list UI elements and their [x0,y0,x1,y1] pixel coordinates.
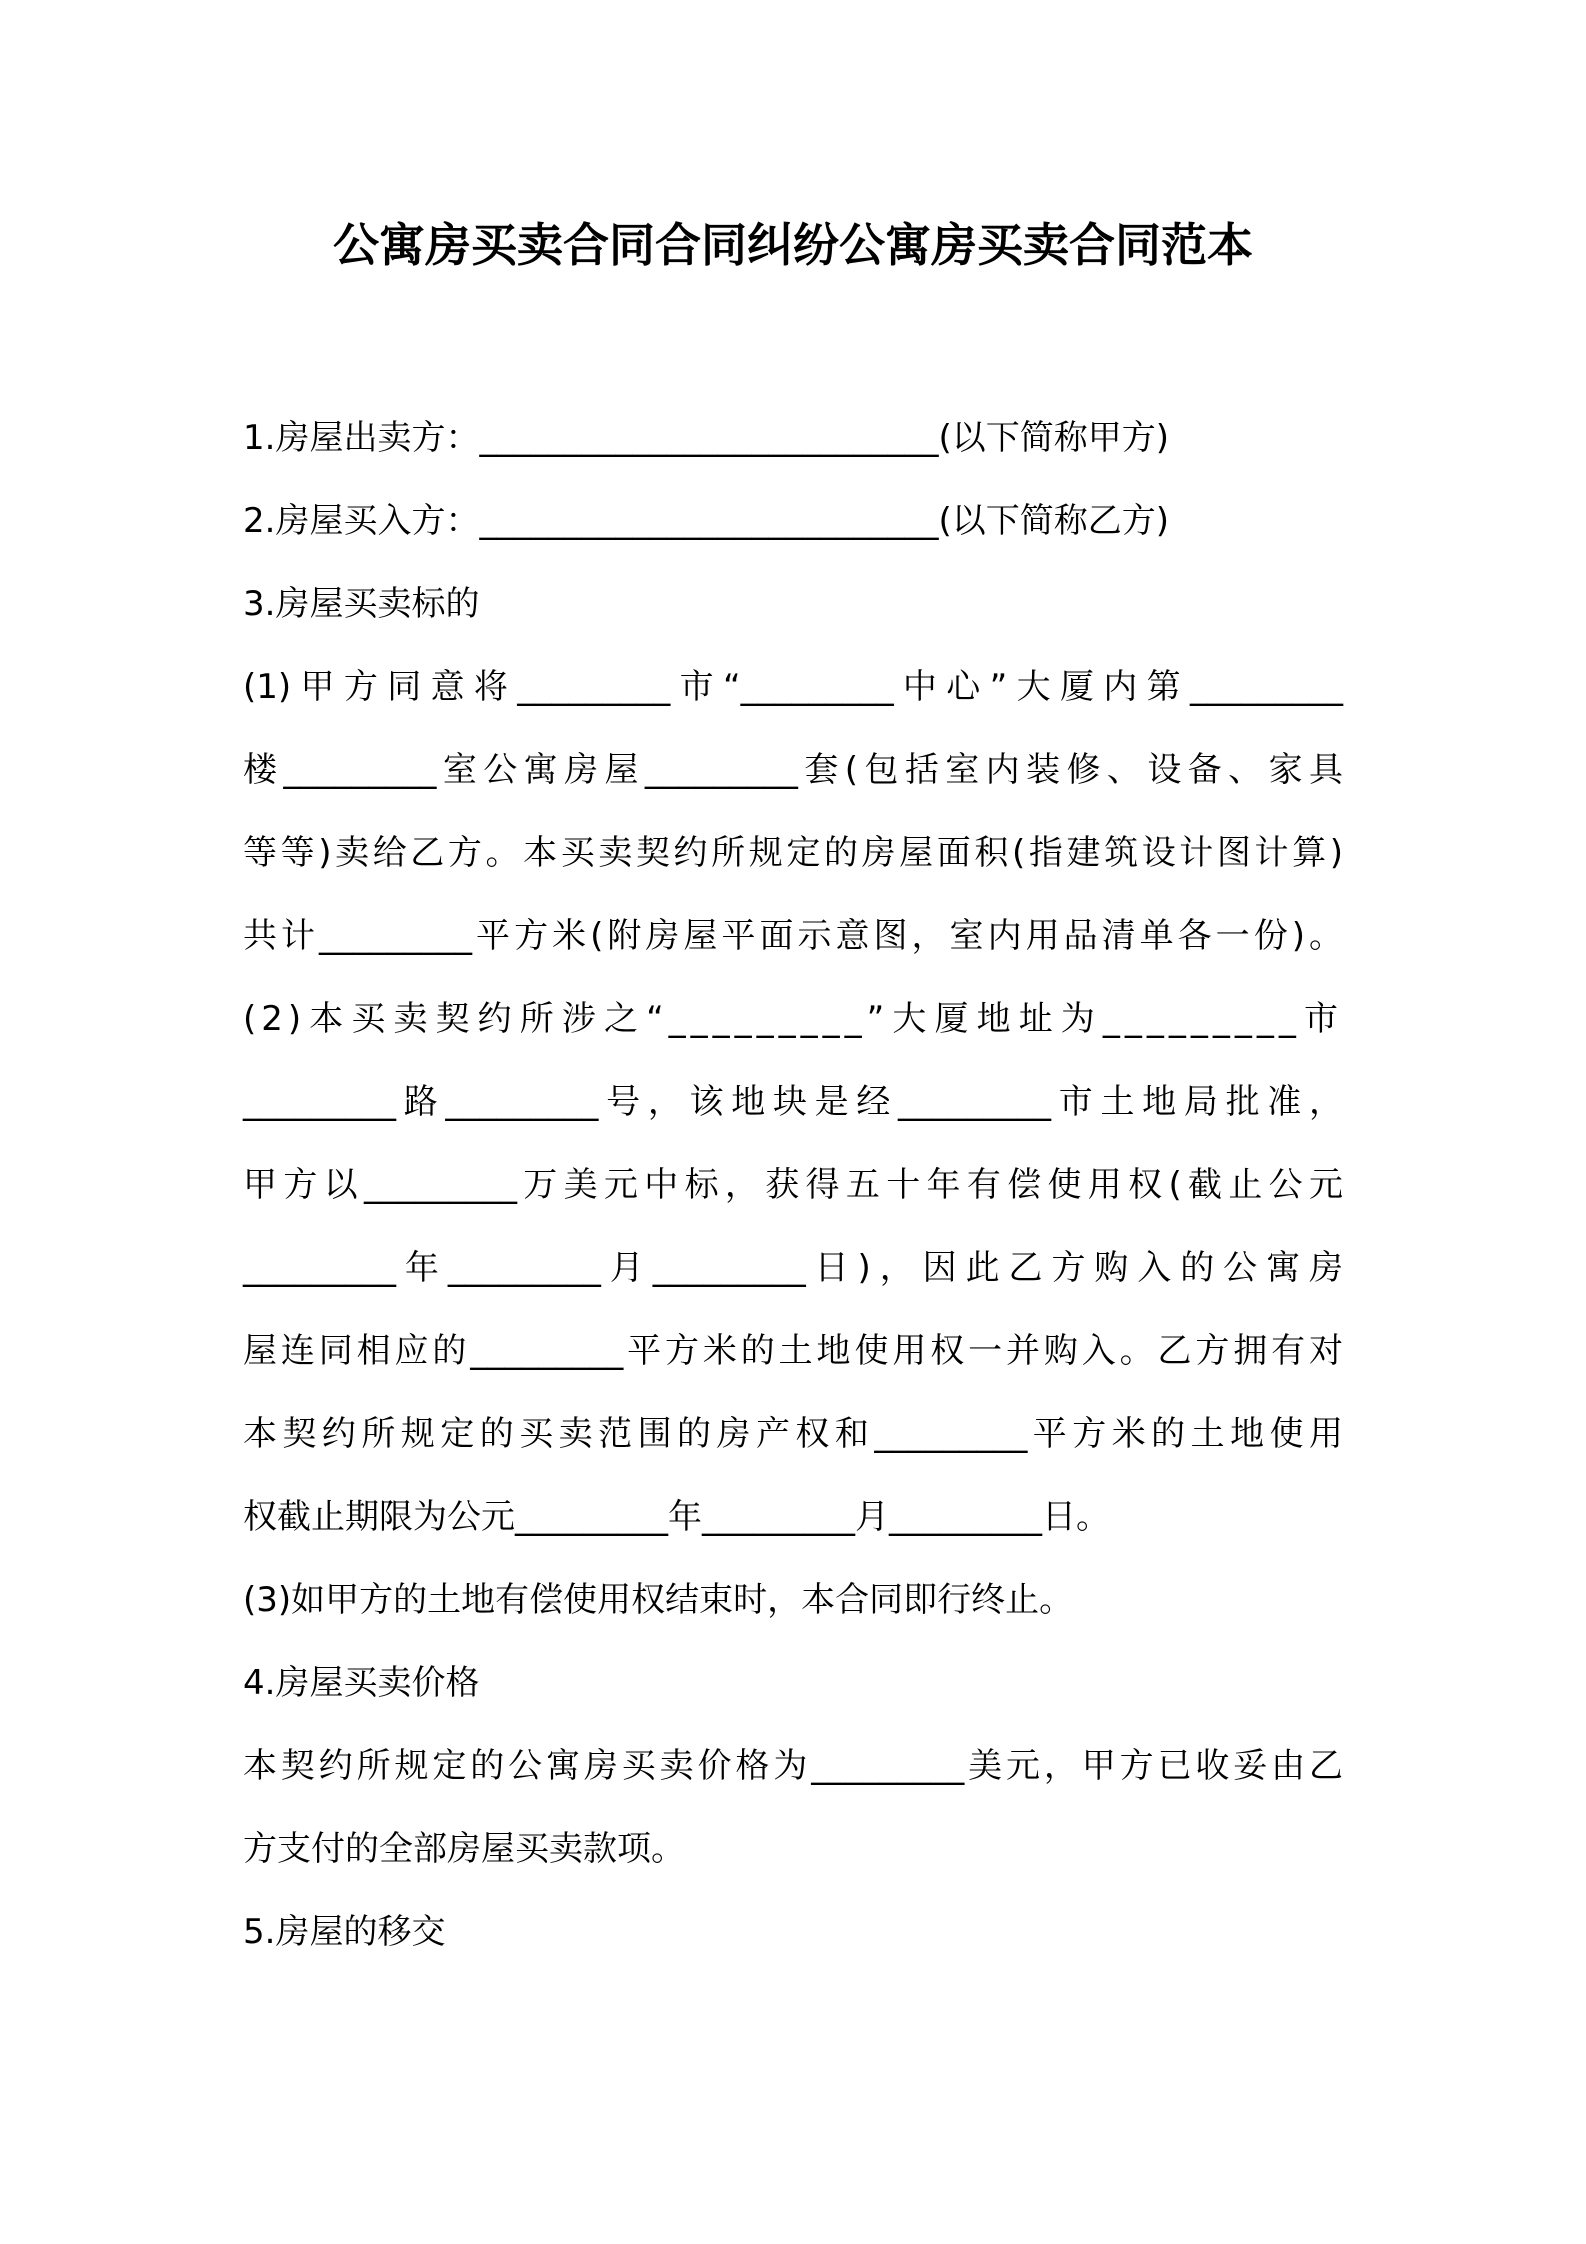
clause-address-line-1: (2)本买卖契约所涉之“_________”大厦地址为_________市 [243,999,1343,1039]
clause-subject-line-2: 楼_________室公寓房屋_________套(包括室内装修、设备、家具 [243,750,1343,790]
clause-address-line-4: _________年_________月_________日)，因此乙方购入的公寓房 [243,1248,1343,1288]
clause-price-heading: 4.房屋买卖价格 [243,1663,480,1703]
clause-address-line-6: 本契约所规定的买卖范围的房产权和_________平方米的土地使用 [243,1414,1343,1454]
clause-termination: (3)如甲方的土地有偿使用权结束时，本合同即行终止。 [243,1580,1074,1620]
clause-subject-heading: 3.房屋买卖标的 [243,584,480,624]
clause-subject-line-1: (1)甲方同意将_________市“_________中心”大厦内第_________ [243,667,1343,707]
clause-subject-line-3: 等等)卖给乙方。本买卖契约所规定的房屋面积(指建筑设计图计算) [243,833,1343,873]
clause-address-line-7: 权截止期限为公元_________年_________月_________日。 [243,1497,1110,1537]
clause-address-line-3: 甲方以_________万美元中标，获得五十年有偿使用权(截止公元 [243,1165,1343,1205]
clause-price-line-2: 方支付的全部房屋买卖款项。 [243,1829,685,1869]
clause-price-line-1: 本契约所规定的公寓房买卖价格为_________美元，甲方已收妥由乙 [243,1746,1343,1786]
clause-seller: 1.房屋出卖方：___________________________(以下简称甲方) [243,418,1169,458]
document-title: 公寓房买卖合同合同纠纷公寓房买卖合同范本 [333,218,1253,272]
clause-subject-line-4: 共计_________平方米(附房屋平面示意图，室内用品清单各一份)。 [243,916,1343,956]
clause-buyer: 2.房屋买入方：___________________________(以下简称乙方) [243,501,1169,541]
clause-handover-heading: 5.房屋的移交 [243,1912,446,1952]
clause-address-line-5: 屋连同相应的_________平方米的土地使用权一并购入。乙方拥有对 [243,1331,1343,1371]
clause-address-line-2: _________路_________号，该地块是经_________市土地局批准， [243,1082,1343,1122]
